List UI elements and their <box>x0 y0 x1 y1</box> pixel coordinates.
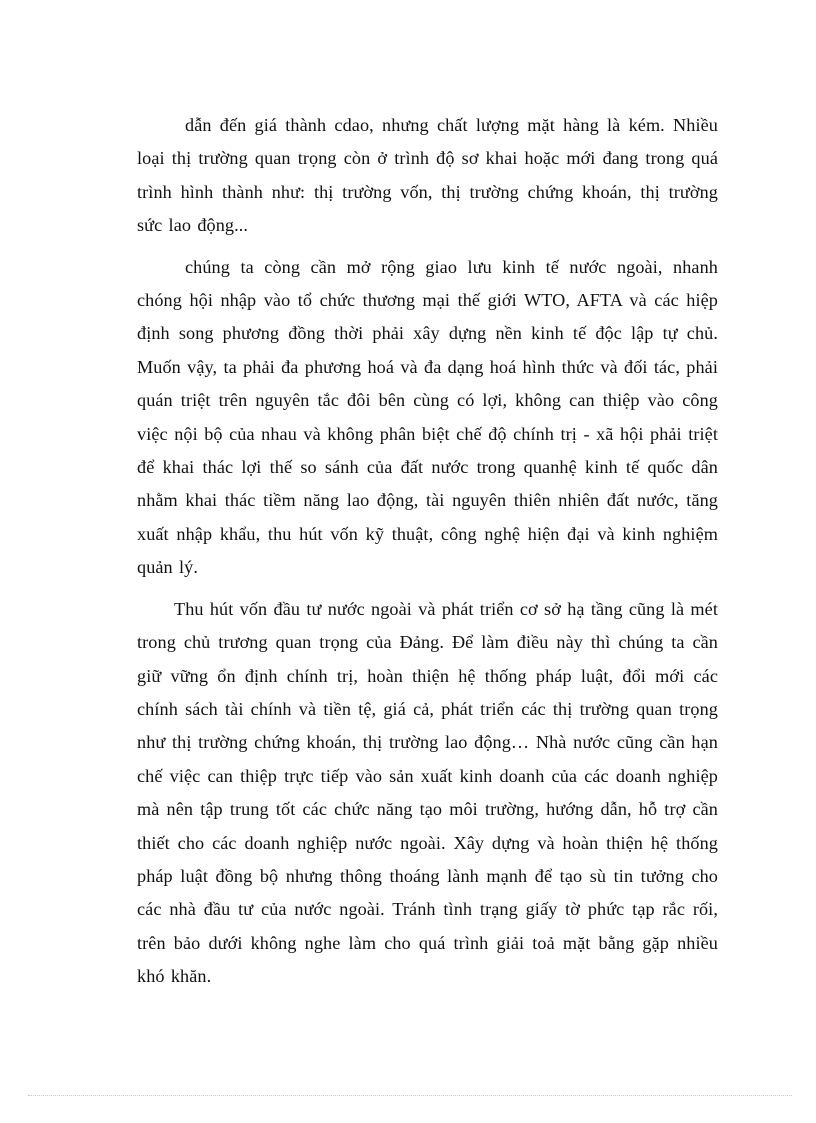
paragraph-2: chúng ta còng cần mở rộng giao lưu kinh tế nước ngoài, nhanh chóng hội nhập vào tổ chức thương mại thế giới WTO, AFTA và các hiệp định song phương đồng thời phải xây dựng nền kinh tế độc lập tự chủ. Muốn vậy, ta phải đa phương hoá và đa dạng hoá hình thức và đối tác, phải quán triệt trên nguyên tắc đôi bên cùng có lợi, không can thiệp vào công việc nội bộ của nhau và không phân biệt chế độ chính trị - xã hội phải triệt để khai thác lợi thế so sánh của đất nước trong quanhệ kinh tế quốc dân nhằm khai thác tiềm năng lao động, tài nguyên thiên nhiên đất nước, tăng xuất nhập khẩu, thu hút vốn kỹ thuật, công nghệ hiện đại và kinh nghiệm quản lý. <box>137 256 718 578</box>
body-text <box>137 109 718 1002</box>
footer-divider <box>28 1095 792 1096</box>
paragraph-1: dẫn đến giá thành cdao, nhưng chất lượng mặt hàng là kém. Nhiều loại thị trường quan trọng còn ở trình độ sơ khai hoặc mới đang trong quá trình hình thành như: thị trường vốn, thị trường chứng khoán, thị trường sức lao động... <box>137 115 718 236</box>
paragraph-3: Thu hút vốn đầu tư nước ngoài và phát triển cơ sở hạ tầng cũng là mét trong chủ trương quan trọng của Đảng. Để làm điều này thì chúng ta cần giữ vững ổn định chính trị, hoàn thiện hệ thống pháp luật, đổi mới các chính sách tài chính và tiền tệ, giá cả, phát triển các thị trường quan trọng như thị trường chứng khoán, thị trường lao động… Nhà nước cũng cần hạn chế việc can thiệp trực tiếp vào sản xuất kinh doanh của các doanh nghiệp mà nên tập trung tốt các chức năng tạo môi trường, hướng dẫn, hỗ trợ cần thiết cho các doanh nghiệp nước ngoài. Xây dựng và hoàn thiện hệ thống pháp luật đồng bộ nhưng thông thoáng lành mạnh để tạo sù tin tưởng cho các nhà đầu tư của nước ngoài. Tránh tình trạng giấy tờ phức tạp rắc rối, trên bảo dưới không nghe làm cho quá trình giải toả mặt bằng gặp nhiều khó khăn. <box>137 598 718 987</box>
